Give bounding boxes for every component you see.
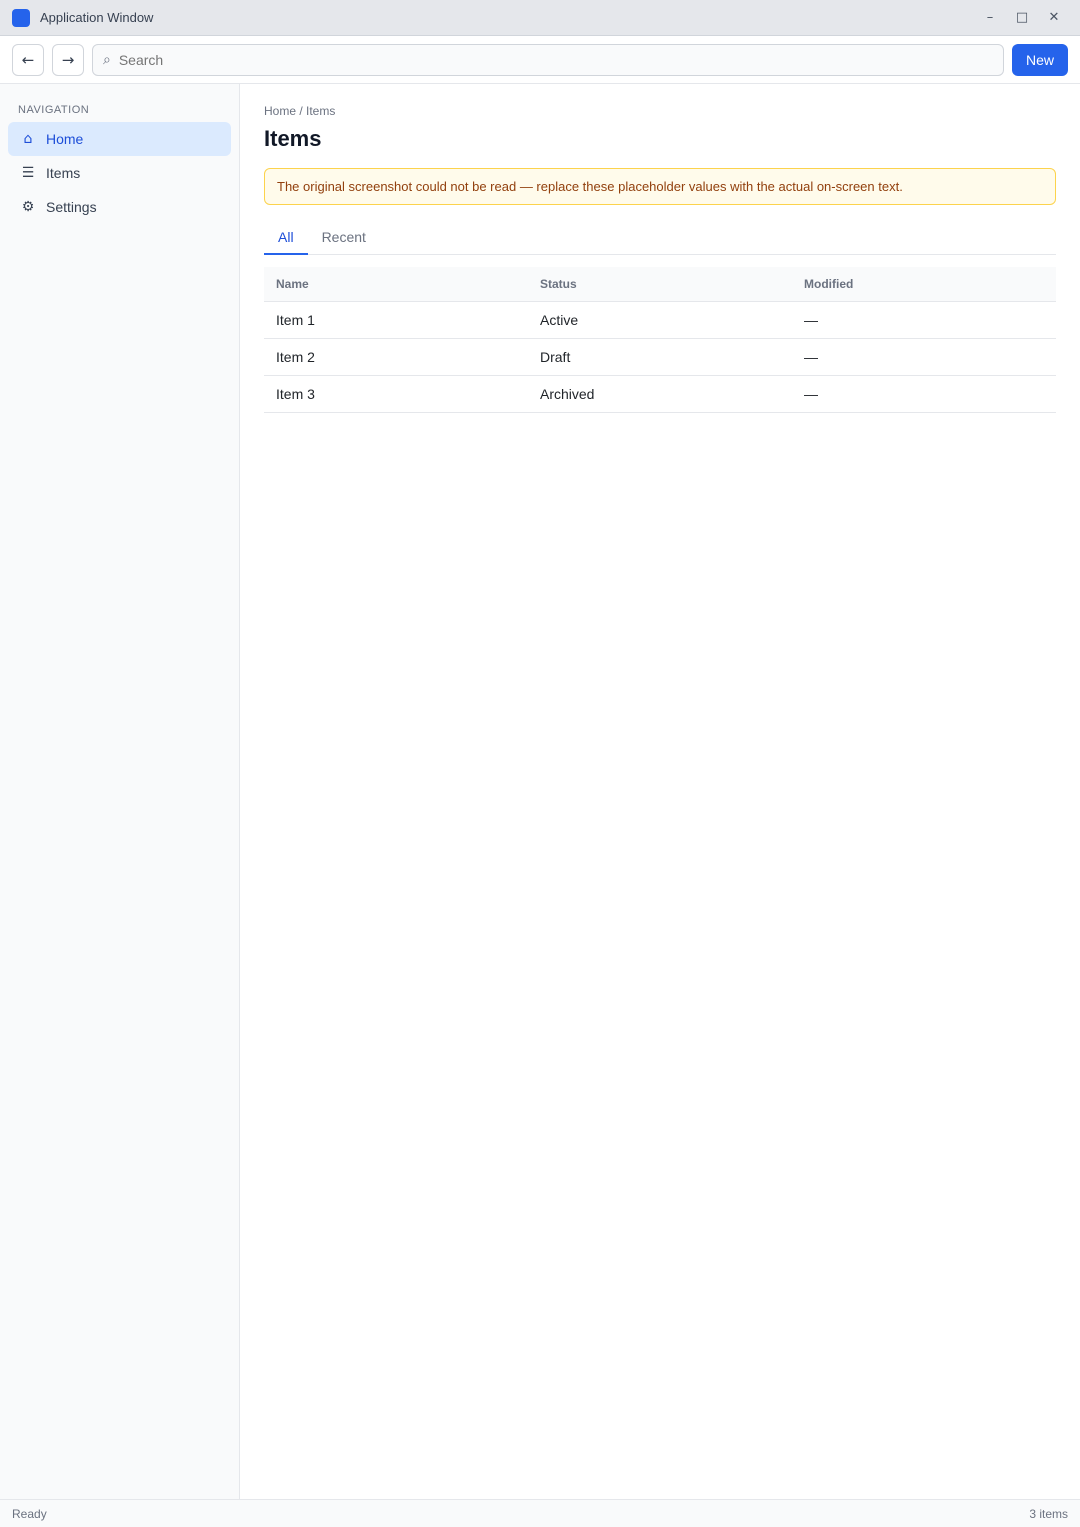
maximize-button[interactable]: □ xyxy=(1008,6,1036,30)
title-bar[interactable] xyxy=(0,0,1080,36)
notice-banner: The original screenshot could not be read — replace these placeholder values with the actual on-screen text. xyxy=(264,168,1056,205)
item-count: 3 items xyxy=(1029,1506,1068,1521)
main-panel xyxy=(240,84,1080,1499)
new-button[interactable]: New xyxy=(1012,44,1068,76)
table-cell: Item 3 xyxy=(264,376,528,413)
close-button[interactable]: ✕ xyxy=(1040,6,1068,30)
content-area xyxy=(0,84,1080,1499)
table-cell: Active xyxy=(528,302,792,339)
status-text: Ready xyxy=(12,1506,47,1521)
gear-icon: ⚙ xyxy=(21,199,35,215)
tab-bar xyxy=(264,221,1056,255)
window-title: Application Window xyxy=(40,10,154,25)
sidebar-item-settings[interactable] xyxy=(8,190,231,224)
breadcrumb[interactable]: Home / Items xyxy=(264,104,336,118)
sidebar xyxy=(0,84,240,1499)
home-icon: ⌂ xyxy=(23,131,33,147)
table-cell: — xyxy=(792,339,1056,376)
sidebar-section-label: NAVIGATION xyxy=(18,104,90,116)
tab-all[interactable]: All xyxy=(264,221,308,255)
table-row[interactable] xyxy=(264,302,1056,339)
column-header[interactable]: Status xyxy=(528,267,792,302)
column-header[interactable]: Modified xyxy=(792,267,1056,302)
forward-button[interactable]: → xyxy=(52,44,84,76)
table-cell: Draft xyxy=(528,339,792,376)
column-header[interactable]: Name xyxy=(264,267,528,302)
sidebar-item-label: Home xyxy=(46,131,84,147)
table-row[interactable] xyxy=(264,339,1056,376)
page-title: Items xyxy=(264,126,322,151)
toolbar xyxy=(0,36,1080,84)
sidebar-item-label: Settings xyxy=(46,199,97,215)
minimize-button[interactable]: – xyxy=(976,6,1004,30)
sidebar-item-label: Items xyxy=(46,165,81,181)
table-row[interactable] xyxy=(264,376,1056,413)
table-cell: — xyxy=(792,302,1056,339)
status-bar xyxy=(0,1499,1080,1527)
search-box[interactable] xyxy=(92,44,1004,76)
table-cell: Item 1 xyxy=(264,302,528,339)
tab-recent[interactable]: Recent xyxy=(321,229,366,245)
back-button[interactable]: ← xyxy=(12,44,44,76)
table-header-row xyxy=(264,267,1056,302)
table-cell: — xyxy=(792,376,1056,413)
sidebar-item-items[interactable] xyxy=(8,156,231,190)
table-cell: Archived xyxy=(528,376,792,413)
app-icon xyxy=(12,9,30,27)
search-icon: ⌕ xyxy=(103,51,111,68)
sidebar-item-home[interactable] xyxy=(8,122,231,156)
table-cell: Item 2 xyxy=(264,339,528,376)
data-table xyxy=(264,267,1056,413)
list-icon: ☰ xyxy=(21,165,35,181)
search-input[interactable] xyxy=(119,52,993,68)
